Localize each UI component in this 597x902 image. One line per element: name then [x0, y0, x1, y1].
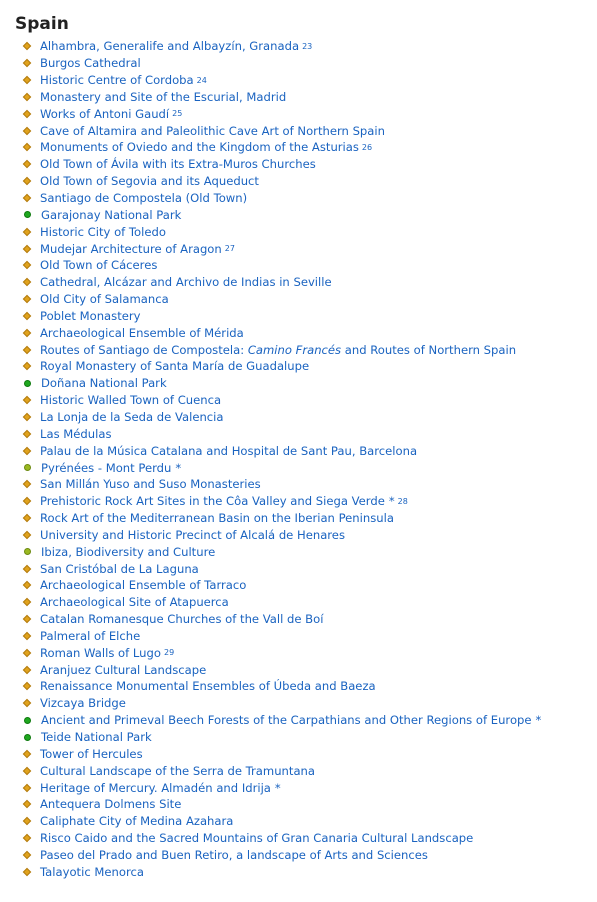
list-item	[24, 476, 597, 493]
list-item	[24, 526, 597, 543]
site-name-part: Historic Centre of Cordoba	[40, 73, 194, 88]
natural-bullet-icon	[24, 717, 31, 724]
footnote-ref[interactable]: 28	[397, 496, 408, 506]
cultural-bullet-icon	[23, 42, 31, 50]
site-name-part: Ancient and Primeval Beech Forests of the Carpathians and Other Regions of Europe	[41, 713, 532, 728]
site-link[interactable]	[40, 90, 286, 104]
list-item	[24, 139, 597, 156]
site-name-part: Cathedral, Alcázar and Archivo de Indias in Seville	[40, 275, 332, 290]
site-name-part: Camino Francés	[247, 342, 342, 357]
footnote-ref[interactable]: 24	[196, 75, 207, 85]
site-link[interactable]	[40, 477, 261, 491]
site-list	[15, 38, 597, 880]
list-item	[24, 762, 597, 779]
list-item	[24, 510, 597, 527]
list-item	[24, 493, 597, 510]
list-item	[24, 308, 597, 325]
list-item	[24, 695, 597, 712]
cultural-bullet-icon	[23, 497, 31, 505]
site-link[interactable]	[40, 612, 323, 626]
list-item	[24, 240, 597, 257]
cultural-bullet-icon	[23, 143, 31, 151]
site-link[interactable]	[40, 39, 299, 53]
list-item	[24, 594, 597, 611]
cultural-bullet-icon	[23, 396, 31, 404]
site-name-part: Risco Caido and the Sacred Mountains of Gran Canaria Cultural Landscape	[40, 831, 474, 846]
site-link[interactable]	[40, 494, 385, 508]
list-item	[24, 122, 597, 139]
site-name-part: Vizcaya Bridge	[40, 696, 126, 711]
site-name-part: Pyrénées - Mont Perdu	[41, 460, 172, 475]
site-name-part: Las Médulas	[40, 426, 112, 441]
site-link[interactable]	[40, 814, 233, 828]
list-item	[24, 190, 597, 207]
site-link[interactable]	[40, 107, 169, 121]
cultural-bullet-icon	[23, 93, 31, 101]
list-item	[24, 459, 597, 476]
list-item	[24, 72, 597, 89]
cultural-bullet-icon	[23, 160, 31, 168]
site-name-part: Heritage of Mercury. Almadén and Idrija	[40, 780, 271, 795]
site-name-part: La Lonja de la Seda de Valencia	[40, 409, 224, 424]
mixed-bullet-icon	[24, 464, 31, 471]
cultural-bullet-icon	[23, 615, 31, 623]
list-item	[24, 324, 597, 341]
site-link[interactable]	[40, 781, 271, 795]
site-name-part: Historic City of Toledo	[40, 224, 166, 239]
site-name-part: Old Town of Segovia and its Aqueduct	[40, 174, 259, 189]
list-item	[24, 577, 597, 594]
cultural-bullet-icon	[23, 851, 31, 859]
cultural-bullet-icon	[23, 413, 31, 421]
site-name-part: Rock Art of the Mediterranean Basin on the Iberian Peninsula	[40, 511, 394, 526]
list-item	[24, 813, 597, 830]
site-name-part: Garajonay National Park	[41, 207, 182, 222]
list-item	[24, 89, 597, 106]
list-item	[24, 729, 597, 746]
site-link[interactable]	[40, 562, 199, 576]
list-item	[24, 223, 597, 240]
site-link[interactable]	[40, 393, 221, 407]
site-link[interactable]	[40, 595, 229, 609]
site-name-part: Paseo del Prado and Buen Retiro, a landscape of Arts and Sciences	[40, 847, 428, 862]
list-item	[24, 678, 597, 695]
site-link[interactable]	[40, 865, 144, 879]
site-name-part: Cave of Altamira and Paleolithic Cave Art of Northern Spain	[40, 123, 385, 138]
cultural-bullet-icon	[23, 632, 31, 640]
site-name-part: Doñana National Park	[41, 376, 167, 391]
cultural-bullet-icon	[23, 110, 31, 118]
site-link[interactable]	[40, 242, 222, 256]
list-item	[24, 830, 597, 847]
list-item	[24, 173, 597, 190]
cultural-bullet-icon	[23, 329, 31, 337]
site-link[interactable]	[40, 359, 309, 373]
list-item	[24, 560, 597, 577]
site-name-part: Talayotic Menorca	[40, 864, 144, 879]
cultural-bullet-icon	[23, 244, 31, 252]
site-link[interactable]	[40, 191, 247, 205]
cultural-bullet-icon	[23, 766, 31, 774]
site-link[interactable]	[40, 275, 332, 289]
transboundary-mark: *	[274, 780, 281, 795]
site-link[interactable]	[40, 326, 244, 340]
site-link[interactable]	[41, 545, 215, 559]
footnote-ref[interactable]: 23	[302, 41, 313, 51]
cultural-bullet-icon	[23, 446, 31, 454]
cultural-bullet-icon	[23, 868, 31, 876]
list-item	[24, 425, 597, 442]
cultural-bullet-icon	[23, 362, 31, 370]
natural-bullet-icon	[24, 380, 31, 387]
section-heading: Spain	[15, 14, 69, 34]
site-name-part: Works of Antoni Gaudí	[40, 106, 170, 121]
cultural-bullet-icon	[23, 430, 31, 438]
site-link[interactable]	[40, 797, 181, 811]
site-name-part: Archaeological Ensemble of Tarraco	[40, 578, 247, 593]
site-name-part: Burgos Cathedral	[40, 56, 141, 71]
list-item	[24, 358, 597, 375]
list-item	[24, 55, 597, 72]
site-link[interactable]	[41, 713, 532, 727]
site-link[interactable]	[40, 764, 315, 778]
site-link[interactable]	[40, 427, 112, 441]
transboundary-mark: *	[175, 460, 182, 475]
list-item	[24, 409, 597, 426]
list-item	[24, 543, 597, 560]
site-link[interactable]	[40, 410, 224, 424]
site-link[interactable]	[40, 292, 169, 306]
cultural-bullet-icon	[23, 581, 31, 589]
site-link[interactable]	[41, 208, 181, 222]
list-item	[24, 291, 597, 308]
site-link[interactable]	[40, 511, 394, 525]
transboundary-mark: *	[535, 713, 542, 728]
list-item	[24, 375, 597, 392]
site-name-part: Old Town of Ávila with its Extra-Muros Churches	[40, 157, 316, 172]
list-item	[24, 257, 597, 274]
list-item	[24, 156, 597, 173]
list-item	[24, 206, 597, 223]
site-link[interactable]	[40, 444, 417, 458]
site-name-part: Teide National Park	[41, 730, 152, 745]
footnote-ref[interactable]: 29	[163, 648, 175, 658]
site-link[interactable]	[41, 730, 152, 744]
site-link[interactable]	[40, 225, 166, 239]
footnote-ref[interactable]: 27	[224, 244, 235, 254]
site-link[interactable]	[40, 343, 516, 357]
site-link[interactable]	[40, 679, 376, 693]
cultural-bullet-icon	[23, 834, 31, 842]
site-link[interactable]	[40, 646, 161, 660]
natural-bullet-icon	[24, 211, 31, 218]
site-link[interactable]	[40, 663, 206, 677]
cultural-bullet-icon	[23, 682, 31, 690]
site-name-part: Ibiza, Biodiversity and Culture	[41, 544, 216, 559]
site-name-part: Alhambra, Generalife and Albayzín, Granada	[40, 39, 300, 54]
site-name-part: Santiago de Compostela (Old Town)	[40, 191, 248, 206]
site-name-part: San Millán Yuso and Suso Monasteries	[40, 477, 261, 492]
cultural-bullet-icon	[23, 564, 31, 572]
site-name-part: Old City of Salamanca	[40, 292, 169, 307]
list-item	[24, 274, 597, 291]
site-name-part: Renaissance Monumental Ensembles of Úbeda and Baeza	[40, 679, 376, 694]
site-link[interactable]	[41, 461, 171, 475]
site-name-part: Palau de la Música Catalana and Hospital de Sant Pau, Barcelona	[40, 443, 418, 458]
site-name-part: Archaeological Site of Atapuerca	[40, 595, 229, 610]
site-name-part: Poblet Monastery	[40, 308, 141, 323]
site-name-part: Cultural Landscape of the Serra de Tramuntana	[40, 763, 316, 778]
site-name-part: Tower of Hercules	[40, 746, 143, 761]
site-name-part: Roman Walls of Lugo	[40, 645, 161, 660]
site-name-part: Prehistoric Rock Art Sites in the Côa Valley and Siega Verde	[40, 494, 385, 509]
cultural-bullet-icon	[23, 177, 31, 185]
list-item	[24, 105, 597, 122]
site-name-part: Aranjuez Cultural Landscape	[40, 662, 207, 677]
site-link[interactable]	[40, 157, 316, 171]
site-link[interactable]	[40, 578, 246, 592]
list-item	[24, 341, 597, 358]
list-item	[24, 847, 597, 864]
list-item	[24, 661, 597, 678]
list-item	[24, 442, 597, 459]
cultural-bullet-icon	[23, 345, 31, 353]
cultural-bullet-icon	[23, 800, 31, 808]
site-link[interactable]	[40, 528, 345, 542]
list-item	[24, 745, 597, 762]
cultural-bullet-icon	[23, 126, 31, 134]
site-name-part: University and Historic Precinct of Alcalá de Henares	[40, 527, 345, 542]
cultural-bullet-icon	[23, 76, 31, 84]
list-item	[24, 712, 597, 729]
transboundary-mark: *	[388, 494, 395, 509]
site-link[interactable]	[40, 629, 140, 643]
site-name-part: Routes of Santiago de Compostela:	[40, 342, 248, 357]
site-link[interactable]	[40, 831, 473, 845]
cultural-bullet-icon	[23, 531, 31, 539]
cultural-bullet-icon	[23, 278, 31, 286]
site-link[interactable]	[40, 258, 157, 272]
site-link[interactable]	[40, 848, 428, 862]
cultural-bullet-icon	[23, 817, 31, 825]
cultural-bullet-icon	[23, 665, 31, 673]
cultural-bullet-icon	[23, 194, 31, 202]
site-link[interactable]	[40, 747, 143, 761]
site-name-part: Monastery and Site of the Escurial, Madrid	[40, 89, 287, 104]
site-name-part: Mudejar Architecture of Aragon	[40, 241, 222, 256]
site-name-part: Catalan Romanesque Churches of the Vall de Boí	[40, 612, 324, 627]
site-name-part: Archaeological Ensemble of Mérida	[40, 325, 244, 340]
site-link[interactable]	[40, 140, 359, 154]
site-link[interactable]	[40, 56, 141, 70]
site-name-part: Antequera Dolmens Site	[40, 797, 182, 812]
site-name-part: Old Town of Cáceres	[40, 258, 158, 273]
list-item	[24, 796, 597, 813]
site-name-part: Historic Walled Town of Cuenca	[40, 393, 222, 408]
list-item	[24, 611, 597, 628]
cultural-bullet-icon	[23, 261, 31, 269]
site-name-part: Royal Monastery of Santa María de Guadalupe	[40, 359, 310, 374]
cultural-bullet-icon	[23, 750, 31, 758]
natural-bullet-icon	[24, 734, 31, 741]
list-item	[24, 392, 597, 409]
site-name-part: San Cristóbal de La Laguna	[40, 561, 199, 576]
list-item	[24, 644, 597, 661]
site-link[interactable]	[41, 376, 167, 390]
site-link[interactable]	[40, 696, 126, 710]
cultural-bullet-icon	[23, 59, 31, 67]
list-item	[24, 863, 597, 880]
cultural-bullet-icon	[23, 783, 31, 791]
list-item	[24, 628, 597, 645]
footnote-ref[interactable]: 26	[361, 142, 373, 152]
cultural-bullet-icon	[23, 598, 31, 606]
cultural-bullet-icon	[23, 295, 31, 303]
site-link[interactable]	[40, 73, 194, 87]
cultural-bullet-icon	[23, 699, 31, 707]
site-link[interactable]	[40, 124, 385, 138]
list-item	[24, 38, 597, 55]
site-link[interactable]	[40, 174, 259, 188]
site-name-part: Palmeral of Elche	[40, 628, 141, 643]
site-name-part: Monuments of Oviedo and the Kingdom of the Asturias	[40, 140, 359, 155]
site-name-part: and Routes of Northern Spain	[341, 342, 517, 357]
cultural-bullet-icon	[23, 227, 31, 235]
cultural-bullet-icon	[23, 514, 31, 522]
cultural-bullet-icon	[23, 649, 31, 657]
site-name-part: Caliphate City of Medina Azahara	[40, 814, 234, 829]
mixed-bullet-icon	[24, 548, 31, 555]
list-item	[24, 779, 597, 796]
cultural-bullet-icon	[23, 480, 31, 488]
footnote-ref[interactable]: 25	[172, 109, 183, 119]
site-link[interactable]	[40, 309, 141, 323]
cultural-bullet-icon	[23, 312, 31, 320]
